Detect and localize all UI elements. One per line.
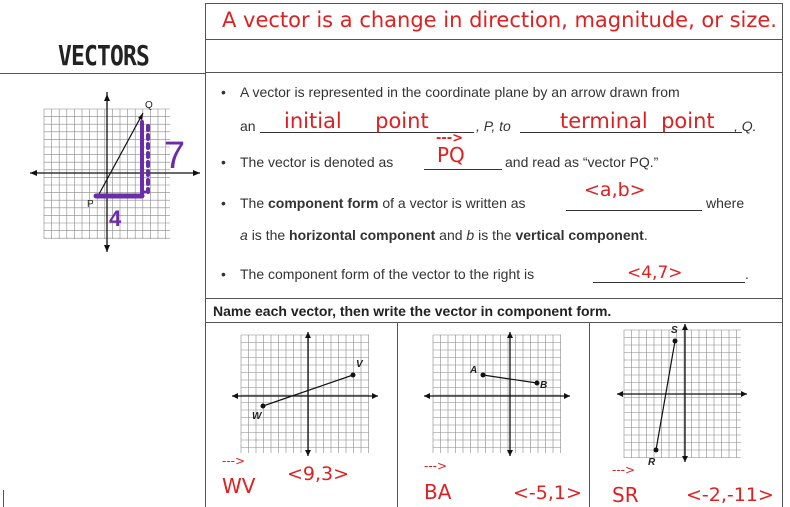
blank-pq bbox=[424, 168, 502, 170]
table-row-line-4 bbox=[205, 298, 783, 299]
point-w bbox=[261, 404, 266, 409]
note-line-3-suffix: and read as “vector PQ.” bbox=[505, 154, 659, 170]
note-line-5-t3: is the bbox=[478, 227, 512, 243]
label-r: R bbox=[648, 457, 656, 468]
note-line-6-suffix: . bbox=[745, 266, 749, 282]
problem-2-arrow: ---> bbox=[424, 459, 448, 473]
fill-pq: PQ bbox=[437, 143, 465, 167]
note-line-2-prefix: an bbox=[240, 118, 256, 134]
problem-3-answer: <-2,-11> bbox=[686, 484, 774, 506]
blank-component-form bbox=[566, 209, 702, 211]
label-a: A bbox=[470, 365, 478, 376]
problem-divider-1 bbox=[397, 322, 398, 507]
fill-terminal-point: terminal point bbox=[560, 109, 715, 133]
term-vertical-component: vertical component bbox=[515, 227, 644, 243]
problem-3-name: SR bbox=[612, 483, 639, 507]
bullet-6: • bbox=[221, 266, 226, 282]
var-b: b bbox=[466, 227, 475, 243]
bullet-3: • bbox=[221, 154, 226, 170]
bullet-4: • bbox=[221, 195, 226, 211]
vector-sr bbox=[656, 341, 675, 450]
table-border-top-right bbox=[205, 3, 783, 4]
problem-1-arrow: ---> bbox=[222, 454, 246, 468]
note-line-4-prefix: The bbox=[240, 195, 265, 211]
header-note: A vector is a change in direction, magnitude, or size. bbox=[222, 8, 777, 32]
note-line-1: A vector is represented in the coordinate plane by an arrow drawn from bbox=[240, 84, 680, 100]
table-row-line-3 bbox=[0, 73, 205, 74]
note-line-2-mid: , P, to bbox=[476, 118, 511, 134]
point-r bbox=[654, 448, 659, 453]
note-line-5-t1: is the bbox=[251, 227, 286, 243]
var-a: a bbox=[240, 227, 248, 243]
table-row-line-2 bbox=[205, 72, 783, 73]
annotation-seven: 7 bbox=[164, 135, 186, 177]
label-p: P bbox=[87, 199, 94, 210]
problem-2-grid bbox=[433, 335, 561, 453]
problem-1-graph bbox=[232, 332, 378, 456]
fill-component-form: <a,b> bbox=[584, 179, 646, 201]
table-border-right bbox=[782, 3, 783, 507]
problem-1-name: WV bbox=[222, 474, 256, 498]
label-v: V bbox=[356, 359, 363, 370]
term-horizontal-component: horizontal component bbox=[289, 227, 436, 243]
fill-right-vector: <4,7> bbox=[627, 263, 683, 283]
note-line-5 bbox=[240, 227, 648, 243]
exercise-header: Name each vector, then write the vector in component form. bbox=[213, 303, 612, 319]
point-a bbox=[481, 373, 486, 378]
note-line-5-t2: and bbox=[439, 227, 463, 243]
problem-2-answer: <-5,1> bbox=[513, 482, 582, 504]
note-line-4-mid: of a vector is written as bbox=[382, 195, 526, 211]
bullet-1: • bbox=[221, 84, 226, 100]
problem-1-grid bbox=[241, 335, 369, 453]
problem-3-arrow: ---> bbox=[612, 463, 636, 477]
table-row-line-1 bbox=[205, 39, 783, 40]
problem-3-graph bbox=[617, 322, 747, 470]
note-line-6-prefix: The component form of the vector to the right is bbox=[240, 266, 535, 282]
problem-2-name: BA bbox=[424, 480, 452, 504]
table-divider-vertical bbox=[205, 3, 206, 507]
table-border-left bbox=[3, 490, 4, 507]
point-b bbox=[535, 381, 540, 386]
problem-1-answer: <9,3> bbox=[287, 463, 350, 485]
note-line-2-suffix: , Q. bbox=[734, 118, 757, 134]
vector-arrow-pq: ---> bbox=[436, 131, 464, 146]
problem-2-graph bbox=[424, 332, 570, 456]
term-component-form: component form bbox=[268, 195, 379, 211]
annotation-four: 4 bbox=[109, 206, 122, 231]
point-v bbox=[351, 373, 356, 378]
problem-divider-2 bbox=[589, 322, 590, 507]
left-vector-graph bbox=[30, 92, 200, 254]
label-b: B bbox=[540, 380, 548, 391]
label-q: Q bbox=[145, 100, 153, 111]
fill-initial-point: initial point bbox=[284, 109, 429, 133]
page-title: VECTORS bbox=[58, 39, 150, 72]
note-line-3-prefix: The vector is denoted as bbox=[240, 154, 394, 170]
label-w: W bbox=[252, 411, 262, 422]
point-s bbox=[673, 339, 678, 344]
label-s: S bbox=[671, 325, 678, 336]
note-line-5-end: . bbox=[643, 227, 648, 243]
note-line-4 bbox=[240, 195, 526, 211]
note-line-4-suffix: where bbox=[706, 195, 745, 211]
